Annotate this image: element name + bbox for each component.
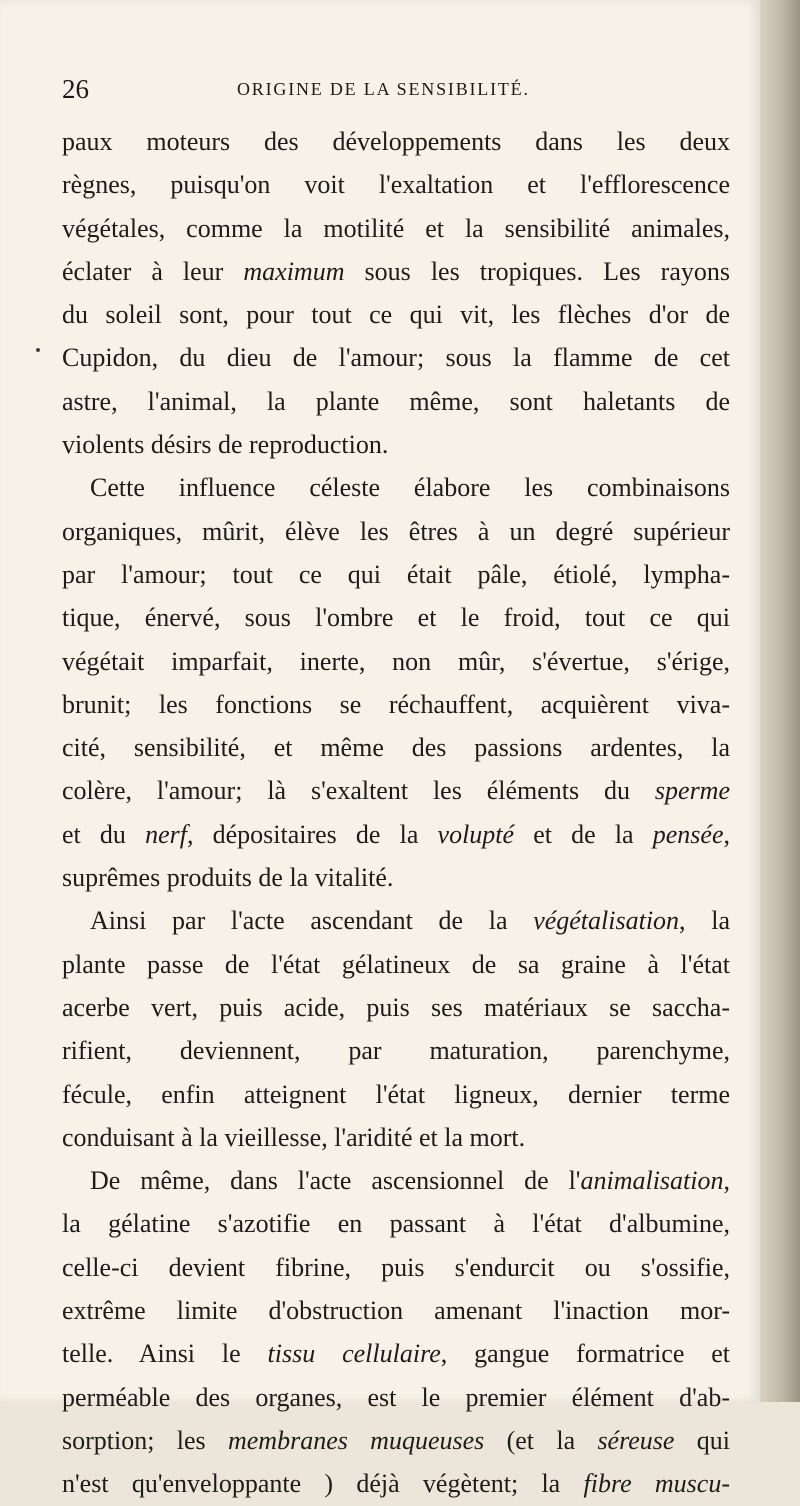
body-text — [62, 120, 730, 1506]
italic-term: membranes muqueuses — [227, 1425, 485, 1455]
text-line: règnes, puisqu'on voit l'exaltation et l'efflorescence — [62, 170, 730, 200]
text-line: acerbe vert, puis acide, puis ses matériaux se saccha- — [62, 992, 730, 1022]
text-line: organiques, mûrit, élève les êtres à un degré supérieur — [62, 516, 730, 546]
text-line: et du nerf, dépositaires de la volupté et de la pensée, — [62, 819, 730, 849]
text-line: du soleil sont, pour tout ce qui vit, les flèches d'or de — [62, 300, 730, 330]
text-line: Cette influence céleste élabore les combinaisons — [90, 473, 730, 503]
italic-term: pensée — [652, 819, 724, 849]
text-line: végétales, comme la motilité et la sensibilité animales, — [62, 213, 730, 243]
page-edge-shadow — [760, 0, 800, 1402]
italic-term: volupté — [437, 819, 515, 849]
text-line: colère, l'amour; là s'exaltent les éléments du sperme — [62, 776, 730, 806]
text-line: Cupidon, du dieu de l'amour; sous la flamme de cet — [62, 343, 730, 373]
text-line: n'est qu'enveloppante ) déjà végètent; la fibre muscu- — [62, 1469, 731, 1499]
text-line: brunit; les fonctions se réchauffent, acquièrent viva- — [62, 689, 730, 719]
italic-term: séreuse — [597, 1425, 675, 1455]
text-line: perméable des organes, est le premier élément d'ab- — [62, 1382, 730, 1412]
text-line: conduisant à la vieillesse, l'aridité et la mort. — [62, 1122, 526, 1152]
text-line: telle. Ainsi le tissu cellulaire, gangue formatrice et — [62, 1339, 731, 1369]
running-title: ORIGINE DE LA SENSIBILITÉ. — [237, 79, 530, 99]
text-line: éclater à leur maximum sous les tropiques. Les rayons — [62, 256, 730, 286]
text-line: sorption; les membranes muqueuses (et la séreuse qui — [62, 1425, 730, 1455]
page-number: 26 — [62, 74, 89, 104]
text-line: extrême limite d'obstruction amenant l'inaction mor- — [62, 1296, 730, 1326]
italic-term: végétalisation — [533, 906, 680, 936]
text-line: rifient, deviennent, par maturation, parenchyme, — [62, 1036, 730, 1066]
text-line: par l'amour; tout ce qui était pâle, étiolé, lympha- — [62, 559, 730, 589]
margin-mark — [36, 348, 40, 352]
text-line: paux moteurs des développements dans les deux — [62, 127, 730, 156]
text-line: violents désirs de reproduction. — [62, 430, 389, 460]
text-line: cité, sensibilité, et même des passions ardentes, la — [62, 733, 730, 763]
text-line: plante passe de l'état gélatineux de sa graine à l'état — [62, 949, 730, 979]
text-line: la gélatine s'azotifie en passant à l'état d'albumine, — [62, 1209, 730, 1239]
text-line: suprêmes produits de la vitalité. — [62, 863, 394, 893]
text-line: Ainsi par l'acte ascendant de la végétalisation, la — [90, 906, 730, 936]
text-line: astre, l'animal, la plante même, sont haletants de — [62, 386, 730, 416]
page-header — [62, 74, 702, 108]
italic-term: tissu cellulaire — [267, 1339, 441, 1369]
text-line: végétait imparfait, inerte, non mûr, s'évertue, s'érige, — [62, 646, 730, 676]
italic-term: nerf — [145, 819, 187, 849]
italic-term: maximum — [243, 256, 345, 286]
italic-term: animalisation — [580, 1166, 724, 1196]
text-line: celle-ci devient fibrine, puis s'endurcit ou s'ossifie, — [62, 1252, 730, 1282]
italic-term: fibre muscu- — [583, 1469, 731, 1499]
italic-term: sperme — [654, 776, 730, 806]
text-line: De même, dans l'acte ascensionnel de l'animalisation, — [90, 1166, 730, 1196]
text-line: fécule, enfin atteignent l'état ligneux, dernier terme — [62, 1079, 730, 1109]
text-line: tique, énervé, sous l'ombre et le froid, tout ce qui — [62, 603, 730, 633]
